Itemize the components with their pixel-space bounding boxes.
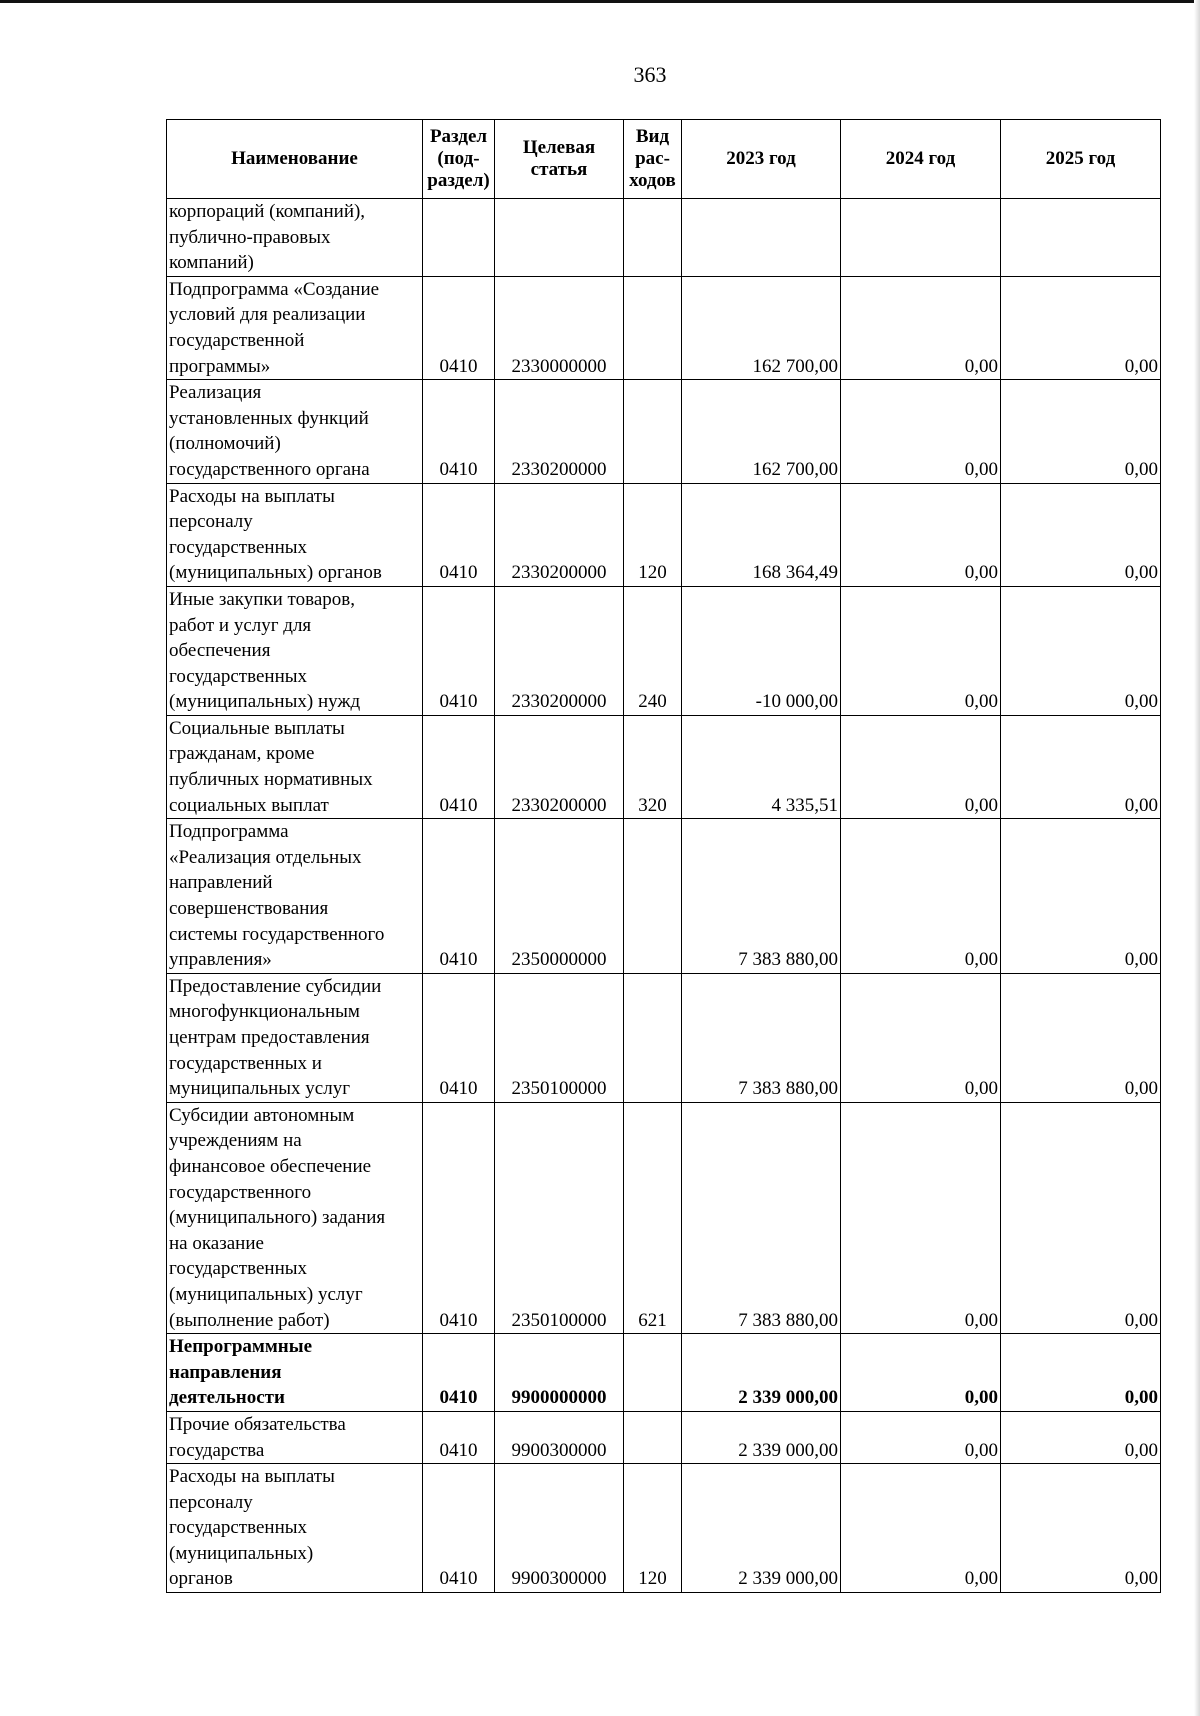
table-row: [167, 1334, 1161, 1412]
table-row: [167, 1464, 1161, 1593]
header-article: [495, 120, 624, 199]
cell-name-line: государства: [169, 1439, 265, 1461]
cell-2024: 0,00: [841, 715, 1001, 818]
cell-name-line: деятельности: [169, 1387, 285, 1409]
cell-name: [167, 1102, 423, 1333]
scan-top-edge: [0, 0, 1200, 3]
cell-name: [167, 1411, 423, 1463]
cell-name-line: персоналу: [169, 1491, 253, 1513]
cell-name-line: публичных нормативных: [169, 769, 373, 791]
cell-article: 2330200000: [495, 586, 624, 715]
cell-name-line: направления: [169, 1361, 282, 1383]
cell-article: 2330200000: [495, 483, 624, 586]
cell-type: 240: [624, 586, 682, 715]
cell-section: 0410: [423, 1102, 495, 1333]
cell-article: 2330200000: [495, 380, 624, 483]
cell-name-line: Прочие обязательства: [169, 1413, 346, 1435]
cell-2025: 0,00: [1001, 483, 1161, 586]
table-row: [167, 276, 1161, 379]
cell-name-line: (муниципального) задания: [169, 1207, 386, 1229]
cell-2024: 0,00: [841, 1411, 1001, 1463]
cell-type: [624, 1334, 682, 1412]
cell-name-line: государственных: [169, 1258, 308, 1280]
header-article-line: статья: [530, 159, 588, 180]
cell-2025: 0,00: [1001, 1102, 1161, 1333]
cell-2025: 0,00: [1001, 1334, 1161, 1412]
cell-2025: 0,00: [1001, 715, 1161, 818]
table-row: [167, 199, 1161, 277]
cell-name-line: центрам предоставления: [169, 1027, 370, 1048]
cell-2024: 0,00: [841, 483, 1001, 586]
header-2024: 2024 год: [841, 120, 1001, 199]
cell-section: 0410: [423, 586, 495, 715]
cell-name: [167, 276, 423, 379]
cell-name-line: государственного органа: [169, 458, 370, 480]
cell-name-line: публично-правовых: [169, 226, 331, 248]
cell-article: [495, 199, 624, 277]
cell-name-line: Непрограммные: [169, 1336, 313, 1358]
cell-name-line: персоналу: [169, 511, 253, 533]
cell-name-line: государственных: [169, 536, 308, 558]
cell-section: [423, 199, 495, 277]
cell-name-line: государственной: [169, 329, 305, 351]
cell-name-line: (муниципальных) органов: [169, 562, 382, 584]
cell-article: 2350000000: [495, 819, 624, 974]
cell-name: [167, 199, 423, 277]
header-row: [167, 120, 1161, 199]
cell-name-line: Социальные выплаты: [169, 717, 345, 739]
cell-name-line: «Реализация отдельных: [169, 846, 362, 868]
cell-name-line: условий для реализации: [169, 304, 366, 326]
cell-article: 9900000000: [495, 1334, 624, 1412]
cell-type: 120: [624, 483, 682, 586]
cell-name-line: Субсидии автономным: [169, 1104, 355, 1126]
cell-name-line: государственных и: [169, 1052, 322, 1074]
header-type-line: Вид: [635, 126, 670, 147]
cell-2024: 0,00: [841, 276, 1001, 379]
cell-2024: 0,00: [841, 1102, 1001, 1333]
cell-article: 2330200000: [495, 715, 624, 818]
cell-type: [624, 199, 682, 277]
cell-name-line: социальных выплат: [169, 794, 329, 816]
cell-type: 320: [624, 715, 682, 818]
cell-2025: 0,00: [1001, 1411, 1161, 1463]
cell-type: [624, 276, 682, 379]
cell-name-line: органов: [169, 1568, 233, 1590]
cell-2023: 7 383 880,00: [682, 973, 841, 1102]
table-row: [167, 586, 1161, 715]
cell-2024: 0,00: [841, 1464, 1001, 1593]
header-2023: 2023 год: [682, 120, 841, 199]
cell-type: [624, 1411, 682, 1463]
header-type-line: рас-: [635, 148, 670, 169]
cell-name: [167, 819, 423, 974]
budget-table: [166, 119, 1161, 1593]
header-section-line: (под-: [437, 148, 480, 169]
cell-2025: 0,00: [1001, 276, 1161, 379]
cell-name-line: гражданам, кроме: [169, 743, 315, 765]
cell-name-line: Подпрограмма «Создание: [169, 278, 380, 300]
cell-2023: 2 339 000,00: [682, 1411, 841, 1463]
cell-type: [624, 380, 682, 483]
cell-name-line: на оказание: [169, 1232, 264, 1254]
cell-section: 0410: [423, 1334, 495, 1412]
cell-name-line: государственных: [169, 1517, 308, 1539]
cell-name: [167, 1464, 423, 1593]
cell-name-line: государственных: [169, 665, 308, 687]
table-row: [167, 380, 1161, 483]
cell-2025: 0,00: [1001, 973, 1161, 1102]
cell-name-line: компаний): [169, 252, 254, 274]
cell-name-line: (муниципальных) нужд: [169, 691, 361, 713]
cell-2023: 7 383 880,00: [682, 819, 841, 974]
cell-name-line: работ и услуг для: [169, 614, 312, 636]
cell-name-line: многофункциональным: [169, 1001, 360, 1023]
cell-name-line: (муниципальных): [169, 1542, 314, 1564]
cell-name-line: учреждениям на: [169, 1130, 302, 1152]
cell-section: 0410: [423, 276, 495, 379]
cell-2024: 0,00: [841, 380, 1001, 483]
cell-name-line: Реализация: [169, 382, 262, 404]
cell-2023: 168 364,49: [682, 483, 841, 586]
header-section-line: Раздел: [429, 126, 488, 147]
cell-name-line: системы государственного: [169, 923, 385, 945]
cell-article: 2350100000: [495, 1102, 624, 1333]
cell-2025: [1001, 199, 1161, 277]
cell-2025: 0,00: [1001, 819, 1161, 974]
cell-section: 0410: [423, 380, 495, 483]
header-type-line: ходов: [629, 170, 676, 191]
cell-2025: 0,00: [1001, 1464, 1161, 1593]
cell-name-line: корпораций (компаний),: [169, 201, 366, 222]
cell-name: [167, 483, 423, 586]
cell-name-line: управления»: [169, 949, 272, 971]
cell-name-line: Расходы на выплаты: [169, 485, 335, 507]
table-row: [167, 483, 1161, 586]
cell-section: 0410: [423, 1464, 495, 1593]
cell-section: 0410: [423, 973, 495, 1102]
cell-name-line: финансовое обеспечение: [169, 1155, 372, 1177]
cell-2025: 0,00: [1001, 586, 1161, 715]
cell-article: 9900300000: [495, 1411, 624, 1463]
cell-name-line: Иные закупки товаров,: [169, 588, 355, 610]
cell-name-line: (полномочий): [169, 433, 281, 455]
cell-type: 621: [624, 1102, 682, 1333]
cell-name: [167, 715, 423, 818]
cell-name-line: Подпрограмма: [169, 821, 289, 843]
cell-2024: 0,00: [841, 973, 1001, 1102]
header-article-line: Целевая: [522, 137, 596, 158]
table-row: [167, 1411, 1161, 1463]
cell-name-line: муниципальных услуг: [169, 1078, 351, 1100]
cell-name-line: (муниципальных) услуг: [169, 1283, 363, 1305]
cell-section: 0410: [423, 715, 495, 818]
cell-2024: 0,00: [841, 1334, 1001, 1412]
cell-section: 0410: [423, 483, 495, 586]
cell-2023: -10 000,00: [682, 586, 841, 715]
cell-2024: [841, 199, 1001, 277]
cell-article: 9900300000: [495, 1464, 624, 1593]
table-row: [167, 715, 1161, 818]
cell-section: 0410: [423, 819, 495, 974]
header-section-line: раздел): [427, 170, 490, 191]
table-row: [167, 819, 1161, 974]
header-name: Наименование: [167, 120, 423, 199]
header-section: [423, 120, 495, 199]
cell-name-line: Расходы на выплаты: [169, 1466, 335, 1488]
cell-2023: 162 700,00: [682, 380, 841, 483]
cell-type: [624, 819, 682, 974]
cell-name-line: государственного: [169, 1181, 312, 1203]
scan-right-shadow: [1194, 0, 1200, 1716]
cell-name-line: совершенствования: [169, 898, 329, 920]
table-row: [167, 973, 1161, 1102]
cell-2023: 2 339 000,00: [682, 1464, 841, 1593]
header-type: [624, 120, 682, 199]
header-2025: 2025 год: [1001, 120, 1161, 199]
cell-2023: 162 700,00: [682, 276, 841, 379]
cell-name: [167, 973, 423, 1102]
cell-name: [167, 586, 423, 715]
cell-2023: 7 383 880,00: [682, 1102, 841, 1333]
cell-name-line: направлений: [169, 872, 273, 894]
table-row: [167, 1102, 1161, 1333]
cell-2024: 0,00: [841, 819, 1001, 974]
cell-2023: [682, 199, 841, 277]
cell-article: 2330000000: [495, 276, 624, 379]
cell-article: 2350100000: [495, 973, 624, 1102]
cell-section: 0410: [423, 1411, 495, 1463]
cell-name-line: Предоставление субсидии: [169, 975, 382, 997]
cell-name-line: обеспечения: [169, 640, 271, 662]
page-number: 363: [633, 62, 667, 87]
cell-2023: 4 335,51: [682, 715, 841, 818]
cell-name-line: программы»: [169, 355, 271, 377]
table-body: [167, 199, 1161, 1593]
cell-2023: 2 339 000,00: [682, 1334, 841, 1412]
cell-type: 120: [624, 1464, 682, 1593]
cell-name-line: установленных функций: [169, 407, 369, 429]
cell-name: [167, 380, 423, 483]
cell-name-line: (выполнение работ): [169, 1309, 330, 1331]
cell-2024: 0,00: [841, 586, 1001, 715]
cell-2025: 0,00: [1001, 380, 1161, 483]
cell-name: [167, 1334, 423, 1412]
cell-type: [624, 973, 682, 1102]
